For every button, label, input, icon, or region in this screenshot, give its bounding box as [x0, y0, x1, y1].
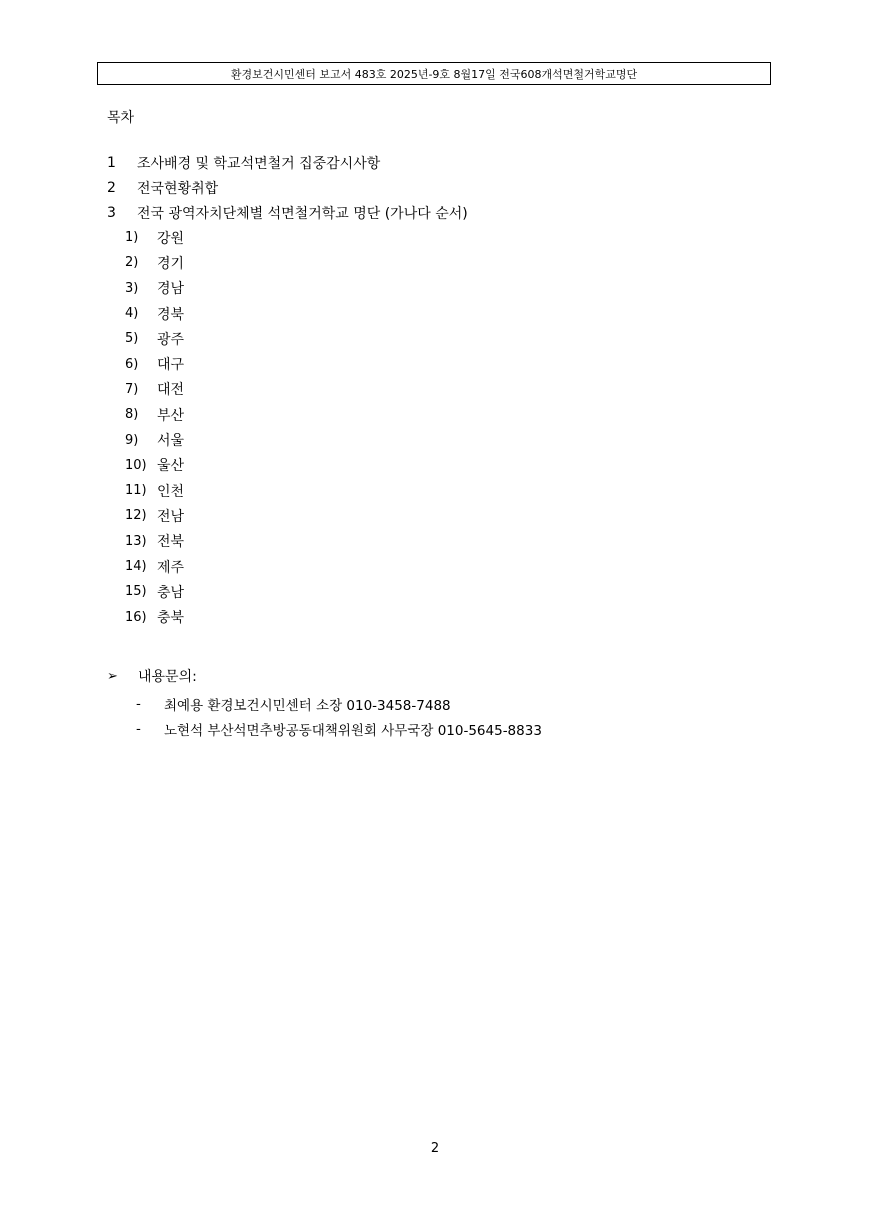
toc-region-item — [125, 478, 184, 503]
dash-bullet: - — [136, 695, 141, 712]
toc-item — [107, 201, 468, 226]
toc-item-number: 1 — [107, 154, 116, 171]
toc-region-number: 13) — [125, 533, 147, 549]
toc-item-number: 3 — [107, 205, 116, 222]
toc-region-number: 5) — [125, 331, 139, 347]
contact-text: 노현석 부산석면추방공동대책위원회 사무국장 010-5645-8833 — [164, 722, 542, 739]
toc-region-item — [125, 453, 184, 478]
toc-region-item — [125, 377, 184, 402]
toc-region-number: 1) — [125, 230, 139, 246]
toc-region-number: 6) — [125, 356, 139, 372]
toc-item-label: 조사배경 및 학교석면철거 집중감시사항 — [137, 155, 381, 172]
toc-region-label: 인천 — [157, 483, 185, 500]
toc-region-item — [125, 301, 184, 326]
toc-region-number: 4) — [125, 306, 139, 322]
toc-title: 목차 — [107, 110, 135, 126]
toc-region-label: 전북 — [157, 534, 185, 551]
toc-region-item — [125, 250, 184, 275]
toc-region-label: 광주 — [157, 331, 185, 348]
toc-main-list — [107, 150, 468, 226]
toc-region-number: 8) — [125, 407, 139, 423]
contact-heading-label: 내용문의: — [138, 669, 197, 685]
toc-region-number: 10) — [125, 457, 147, 473]
contact-item — [136, 691, 542, 716]
arrow-bullet-icon: ➢ — [107, 668, 118, 684]
toc-region-item — [125, 276, 184, 301]
toc-region-item — [125, 604, 184, 629]
toc-item-label: 전국 광역자치단체별 석면철거학교 명단 (가나다 순서) — [137, 206, 468, 223]
toc-item-label: 전국현황취합 — [137, 180, 219, 197]
toc-region-item — [125, 554, 184, 579]
toc-region-item — [125, 529, 184, 554]
toc-region-label: 울산 — [157, 458, 185, 475]
toc-item — [107, 175, 468, 200]
toc-region-item — [125, 579, 184, 604]
toc-region-item — [125, 351, 184, 376]
toc-region-label: 충북 — [157, 610, 185, 627]
report-header — [97, 62, 771, 85]
contact-text: 최예용 환경보건시민센터 소장 010-3458-7488 — [164, 697, 451, 714]
toc-region-number: 11) — [125, 483, 147, 499]
toc-region-item — [125, 427, 184, 452]
toc-item — [107, 150, 468, 175]
toc-region-label: 강원 — [157, 230, 185, 247]
toc-region-item — [125, 326, 184, 351]
dash-bullet: - — [136, 720, 141, 737]
toc-region-number: 14) — [125, 559, 147, 574]
contact-item — [136, 716, 542, 741]
toc-region-label: 대구 — [157, 357, 185, 374]
contact-heading — [107, 666, 197, 686]
toc-region-item — [125, 503, 184, 528]
toc-region-number: 2) — [125, 255, 139, 271]
toc-region-item — [125, 225, 184, 250]
page-number: 2 — [430, 1141, 440, 1156]
toc-region-label: 제주 — [157, 559, 185, 576]
report-header-text: 환경보건시민센터 보고서 483호 2025년-9호 8월17일 전국608개석면철거학교명단 — [230, 67, 638, 81]
toc-region-label: 경북 — [157, 306, 185, 323]
toc-region-label: 충남 — [157, 584, 185, 601]
toc-region-label: 경남 — [157, 281, 185, 298]
toc-region-number: 16) — [125, 609, 147, 625]
toc-region-label: 서울 — [157, 433, 185, 450]
toc-region-number: 7) — [125, 381, 139, 397]
toc-region-number: 12) — [125, 508, 147, 524]
toc-region-number: 9) — [125, 432, 139, 448]
toc-region-label: 경기 — [157, 255, 185, 272]
toc-region-list — [125, 225, 184, 630]
toc-region-item — [125, 402, 184, 427]
toc-region-label: 부산 — [157, 407, 185, 424]
toc-region-number: 3) — [125, 280, 139, 296]
toc-item-number: 2 — [107, 179, 116, 196]
toc-region-label: 대전 — [157, 382, 185, 399]
contact-list — [136, 691, 542, 742]
toc-region-number: 15) — [125, 584, 147, 600]
toc-region-label: 전남 — [157, 508, 185, 525]
